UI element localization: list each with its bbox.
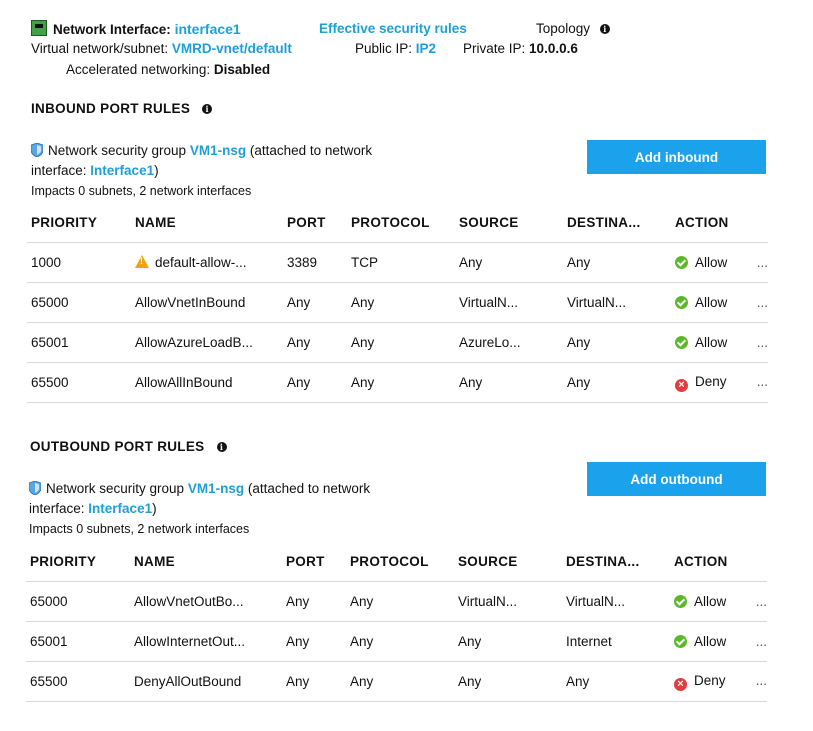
cell-priority: 65000: [26, 582, 134, 622]
column-header-source[interactable]: SOURCE: [459, 202, 567, 243]
vnet-link[interactable]: VMRD-vnet/default: [171, 41, 292, 56]
cell-priority: 65500: [27, 363, 135, 403]
topology-link[interactable]: [536, 21, 610, 36]
rule-name: AllowVnetOutBo...: [134, 594, 244, 609]
effective-security-rules-link[interactable]: Effective security rules: [319, 21, 467, 36]
rule-name: AllowVnetInBound: [135, 295, 246, 310]
column-header-priority[interactable]: PRIORITY: [27, 202, 135, 243]
cell-name: [135, 283, 287, 323]
topology-info-icon[interactable]: i: [600, 24, 610, 34]
allow-check-icon: [675, 336, 688, 349]
action-label: Allow: [694, 634, 727, 649]
inbound-nsg-link[interactable]: VM1-nsg: [189, 143, 247, 158]
shield-icon: [29, 481, 41, 495]
cell-destination: Any: [567, 363, 675, 403]
cell-source: Any: [459, 363, 567, 403]
private-ip-label: Private IP:: [463, 41, 526, 56]
inbound-nsg-info: [31, 141, 372, 201]
private-ip-value: 10.0.0.6: [529, 41, 578, 56]
cell-priority: 65000: [27, 283, 135, 323]
public-ip-row: [355, 41, 436, 56]
cell-priority: 65001: [26, 622, 134, 662]
cell-action: [674, 582, 767, 622]
outbound-header-row: [26, 541, 767, 582]
action-label: Allow: [695, 255, 728, 270]
cell-action: [674, 622, 767, 662]
cell-port: Any: [287, 283, 351, 323]
column-header-action[interactable]: ACTION: [674, 541, 767, 582]
column-header-protocol[interactable]: PROTOCOL: [350, 541, 458, 582]
rule-name: default-allow-...: [155, 255, 247, 270]
table-row[interactable]: [27, 283, 768, 323]
action-label: Deny: [694, 672, 726, 688]
public-ip-label: Public IP:: [355, 41, 413, 56]
column-header-destination[interactable]: DESTINA...: [566, 541, 674, 582]
more-options-icon[interactable]: ...: [755, 594, 767, 609]
cell-destination: Any: [567, 323, 675, 363]
public-ip-link[interactable]: IP2: [415, 41, 437, 56]
cell-destination: Any: [566, 662, 674, 702]
column-header-action[interactable]: ACTION: [675, 202, 768, 243]
cell-priority: 1000: [27, 243, 135, 283]
outbound-title-text: OUTBOUND PORT RULES: [30, 439, 205, 454]
cell-action: [675, 363, 768, 403]
nsg-interface-label: interface:: [29, 501, 85, 516]
cell-destination: Any: [567, 243, 675, 283]
table-row[interactable]: [26, 662, 767, 702]
inbound-title-text: INBOUND PORT RULES: [31, 101, 191, 116]
outbound-nsg-info: [29, 479, 370, 539]
accel-label: Accelerated networking:: [66, 62, 211, 77]
outbound-impacts: Impacts 0 subnets, 2 network interfaces: [29, 522, 250, 536]
cell-source: Any: [459, 243, 567, 283]
cell-name: [135, 363, 287, 403]
more-options-icon[interactable]: ...: [756, 335, 768, 350]
cell-name: [135, 323, 287, 363]
action-label: Allow: [695, 335, 728, 350]
column-header-port[interactable]: PORT: [287, 202, 351, 243]
allow-check-icon: [674, 635, 687, 648]
cell-source: Any: [458, 622, 566, 662]
warning-icon: [135, 255, 149, 268]
cell-priority: 65001: [27, 323, 135, 363]
column-header-source[interactable]: SOURCE: [458, 541, 566, 582]
topology-label: Topology: [536, 21, 591, 36]
action-label: Allow: [695, 295, 728, 310]
cell-name: [134, 582, 286, 622]
cell-name: [134, 622, 286, 662]
vnet-label: Virtual network/subnet:: [31, 41, 169, 56]
cell-destination: VirtualN...: [566, 582, 674, 622]
cell-protocol: Any: [350, 582, 458, 622]
cell-destination: Internet: [566, 622, 674, 662]
outbound-info-icon[interactable]: i: [217, 442, 227, 452]
cell-protocol: Any: [350, 622, 458, 662]
cell-source: AzureLo...: [459, 323, 567, 363]
add-inbound-button[interactable]: Add inbound: [587, 140, 766, 174]
accel-value: Disabled: [213, 62, 271, 77]
nic-name-link[interactable]: interface1: [174, 21, 241, 37]
more-options-icon[interactable]: ...: [755, 634, 767, 649]
cell-destination: VirtualN...: [567, 283, 675, 323]
column-header-protocol[interactable]: PROTOCOL: [351, 202, 459, 243]
cell-name: [134, 662, 286, 702]
cell-port: 3389: [287, 243, 351, 283]
cell-port: Any: [286, 582, 350, 622]
cell-source: Any: [458, 662, 566, 702]
outbound-section-title: [30, 439, 227, 454]
allow-check-icon: [675, 256, 688, 269]
more-options-icon[interactable]: ...: [756, 373, 768, 389]
outbound-nsg-link[interactable]: VM1-nsg: [187, 481, 245, 496]
column-header-priority[interactable]: PRIORITY: [26, 541, 134, 582]
cell-port: Any: [286, 622, 350, 662]
deny-x-icon: ×: [675, 379, 688, 392]
nic-header: [31, 20, 241, 37]
cell-action: [675, 323, 768, 363]
cell-protocol: Any: [351, 363, 459, 403]
nic-label: Network Interface:: [53, 22, 171, 37]
inbound-impacts: Impacts 0 subnets, 2 network interfaces: [31, 184, 252, 198]
table-row[interactable]: [27, 243, 768, 283]
cell-source: VirtualN...: [458, 582, 566, 622]
cell-port: Any: [286, 662, 350, 702]
outbound-rules-table: [26, 541, 767, 702]
cell-protocol: Any: [351, 323, 459, 363]
inbound-section-title: [31, 101, 212, 116]
network-interface-icon: [31, 20, 47, 36]
cell-action: [675, 243, 768, 283]
cell-priority: 65500: [26, 662, 134, 702]
column-header-destination[interactable]: DESTINA...: [567, 202, 675, 243]
action-label: Allow: [694, 594, 727, 609]
vnet-row: [31, 41, 292, 56]
table-row[interactable]: [27, 323, 768, 363]
table-row[interactable]: [26, 622, 767, 662]
rule-name: AllowInternetOut...: [134, 634, 246, 649]
inbound-info-icon[interactable]: i: [202, 104, 212, 114]
more-options-icon[interactable]: ...: [756, 295, 768, 310]
more-options-icon[interactable]: ...: [756, 255, 768, 270]
rule-name: DenyAllOutBound: [134, 674, 242, 689]
more-options-icon[interactable]: ...: [755, 672, 767, 688]
nsg-close: ): [152, 501, 157, 516]
shield-icon: [31, 143, 43, 157]
nsg-prefix: Network security group: [46, 481, 185, 496]
allow-check-icon: [674, 595, 687, 608]
outbound-interface-link[interactable]: Interface1: [88, 501, 153, 516]
inbound-interface-link[interactable]: Interface1: [90, 163, 155, 178]
cell-protocol: Any: [351, 283, 459, 323]
nsg-close: ): [154, 163, 159, 178]
inbound-header-row: [27, 202, 768, 243]
cell-port: Any: [287, 363, 351, 403]
inbound-rules-table: [27, 202, 768, 403]
nsg-prefix: Network security group: [48, 143, 187, 158]
deny-x-icon: ×: [674, 678, 687, 691]
private-ip-row: [463, 41, 578, 56]
table-row[interactable]: [27, 363, 768, 403]
cell-protocol: Any: [350, 662, 458, 702]
nsg-suffix: (attached to network: [247, 481, 371, 496]
accelerated-networking-row: [66, 62, 270, 77]
column-header-name[interactable]: NAME: [135, 202, 287, 243]
cell-action: [675, 283, 768, 323]
nsg-suffix: (attached to network: [249, 143, 373, 158]
rule-name: AllowAllInBound: [135, 375, 233, 390]
rule-name: AllowAzureLoadB...: [135, 335, 253, 350]
action-label: Deny: [695, 373, 727, 389]
cell-source: VirtualN...: [459, 283, 567, 323]
cell-action: [674, 662, 767, 702]
cell-name: [135, 243, 287, 283]
cell-protocol: TCP: [351, 243, 459, 283]
table-row[interactable]: [26, 582, 767, 622]
allow-check-icon: [675, 296, 688, 309]
column-header-name[interactable]: NAME: [134, 541, 286, 582]
nsg-interface-label: interface:: [31, 163, 87, 178]
column-header-port[interactable]: PORT: [286, 541, 350, 582]
cell-port: Any: [287, 323, 351, 363]
add-outbound-button[interactable]: Add outbound: [587, 462, 766, 496]
